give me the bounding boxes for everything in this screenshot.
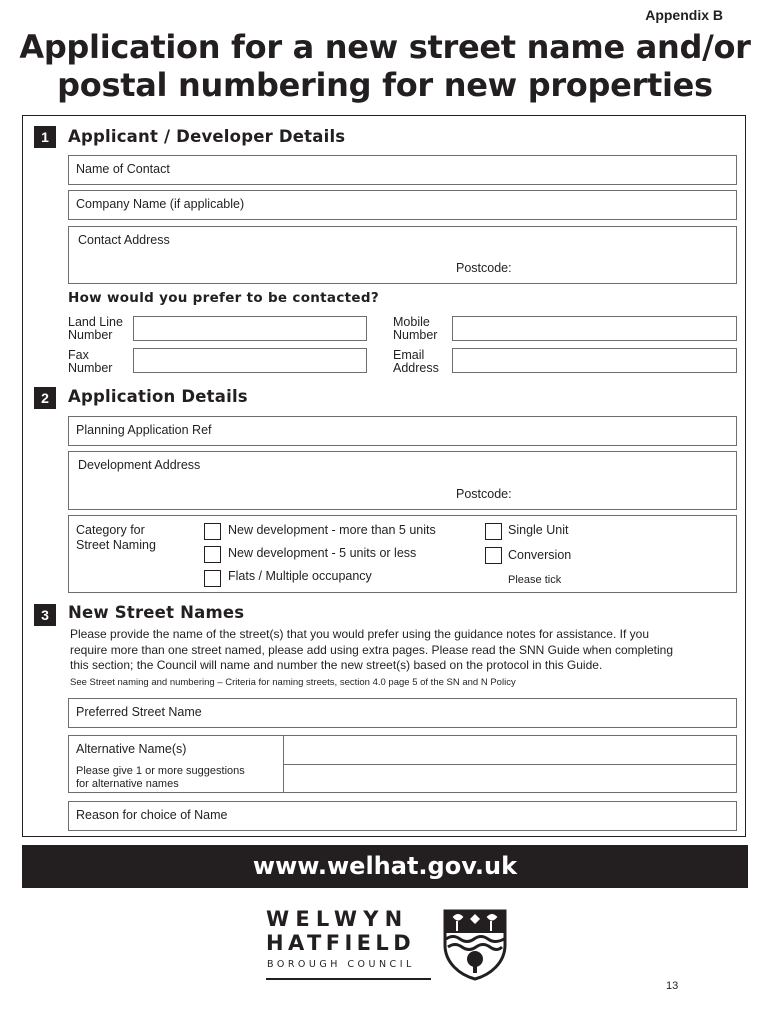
alternative-name-input-2[interactable] [284,765,736,792]
appendix-label: Appendix B [645,7,723,23]
name-of-contact-field[interactable] [68,155,737,185]
development-address-label: Development Address [78,458,201,472]
preferred-street-name-label: Preferred Street Name [76,705,202,719]
company-name-field[interactable] [68,190,737,220]
option-flats: Flats / Multiple occupancy [228,569,372,583]
instructions-line-2: require more than one street named, please add using extra pages. Please read the SNN Guide when completing [70,642,674,657]
mobile-label-line1: Mobile [393,315,430,329]
section-3-title: New Street Names [68,603,245,622]
email-input[interactable] [452,348,737,373]
email-label-line1: Email [393,348,425,362]
alternative-name-input-1[interactable] [284,736,736,764]
checkbox-new-dev-more-than-5[interactable] [204,523,221,540]
please-tick-note: Please tick [508,574,562,586]
instructions-line-3: this section; the Council will name and number the new street(s) based on the protocol in this Guide. [70,658,603,672]
mobile-input[interactable] [452,316,737,341]
page-title [0,28,770,104]
fax-label-line2: Number [68,361,113,375]
category-label-line1: Category for [76,523,145,537]
fax-label-line1: Fax [68,348,89,362]
mobile-label [393,316,437,342]
land-line-label-line2: Number [68,328,113,342]
planning-ref-label: Planning Application Ref [76,423,212,437]
development-address-field[interactable] [68,451,737,510]
page-number: 13 [666,980,679,992]
instructions-line-1: Please provide the name of the street(s) that you would prefer using the guidance notes for assistance. If you [70,627,649,641]
section-2-number: 2 [34,387,56,409]
logo-line-2: HATFIELD [266,931,416,955]
section-1-number: 1 [34,126,56,148]
option-conversion: Conversion [508,548,572,562]
logo-line-3: BOROUGH COUNCIL [267,959,415,970]
option-new-dev-5-or-less: New development - 5 units or less [228,546,417,560]
alternative-hint-line1: Please give 1 or more suggestions [76,765,245,777]
reason-for-name-field[interactable] [68,801,737,831]
postcode-label-2: Postcode: [456,487,512,501]
website-banner: www.welhat.gov.uk [22,845,748,888]
instructions-paragraph [70,627,740,674]
crest-shield-icon [442,909,508,981]
title-line-1: Application for a new street name and/or [19,28,751,66]
company-name-label: Company Name (if applicable) [76,197,245,211]
planning-ref-field[interactable] [68,416,737,446]
email-label-line2: Address [393,361,439,375]
contact-address-label: Contact Address [78,233,170,247]
alternative-hint [76,765,245,791]
checkbox-single-unit[interactable] [485,523,502,540]
option-single-unit: Single Unit [508,523,569,537]
mobile-label-line2: Number [393,328,438,342]
logo-line-1: WELWYN [266,907,409,931]
section-3-number: 3 [34,604,56,626]
preferred-street-name-field[interactable] [68,698,737,728]
postcode-label-1: Postcode: [456,261,512,275]
category-label-line2: Street Naming [76,538,156,552]
section-2-title: Application Details [68,387,248,406]
section-1-title: Applicant / Developer Details [68,127,346,146]
checkbox-new-dev-5-or-less[interactable] [204,546,221,563]
checkbox-conversion[interactable] [485,547,502,564]
contact-preference-heading: How would you prefer to be contacted? [68,290,379,306]
land-line-label [68,316,123,342]
policy-note: See Street naming and numbering – Criteria for naming streets, section 4.0 page 5 of the SN and N Policy [70,677,516,688]
fax-input[interactable] [133,348,367,373]
name-of-contact-label: Name of Contact [76,162,170,176]
fax-label [68,349,112,375]
alternative-names-box [68,735,737,793]
category-box [68,515,737,593]
land-line-input[interactable] [133,316,367,341]
category-label [76,523,156,553]
checkbox-flats[interactable] [204,570,221,587]
alternative-names-label: Alternative Name(s) [76,742,187,756]
email-label [393,349,439,375]
reason-for-name-label: Reason for choice of Name [76,808,228,822]
land-line-label-line1: Land Line [68,315,123,329]
option-new-dev-more-than-5: New development - more than 5 units [228,523,436,537]
logo-underline [266,978,431,980]
contact-address-field[interactable] [68,226,737,284]
alternative-hint-line2: for alternative names [76,778,179,790]
council-logo [266,907,516,983]
title-line-2: postal numbering for new properties [57,66,713,104]
